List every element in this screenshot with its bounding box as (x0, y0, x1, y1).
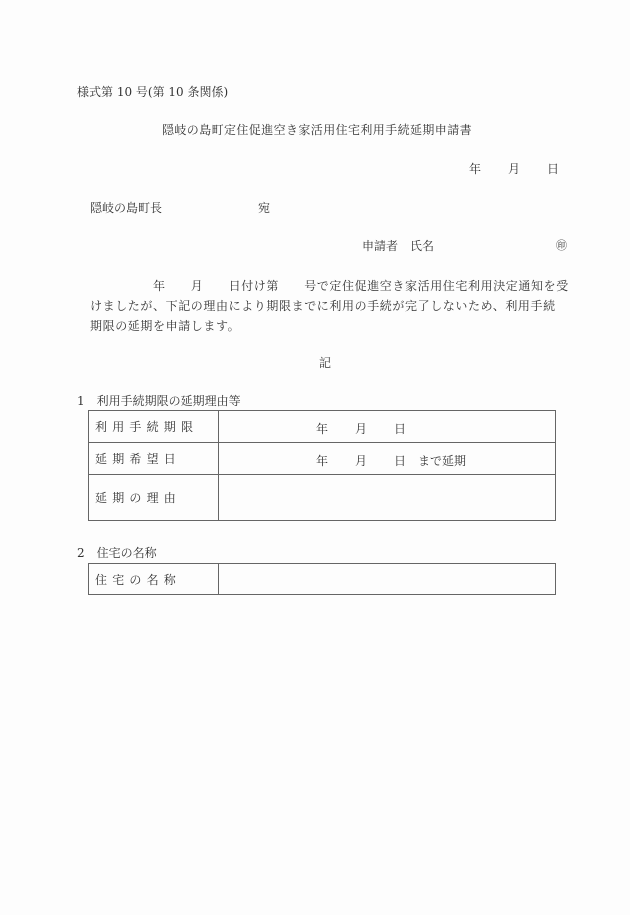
procedure-deadline-label: 利用手続期限 (89, 411, 219, 443)
applicant-name-label: 申請者 氏名 (362, 239, 435, 253)
table-row (89, 411, 556, 443)
date-month-label: 月 (508, 162, 521, 176)
extension-reason-field[interactable] (219, 475, 556, 521)
addressee: 隠岐の島町長 (90, 201, 163, 215)
date-year-label: 年 (469, 162, 482, 176)
body-line: 期限の延期を申請します。 (90, 319, 241, 333)
desired-extension-date-label: 延期希望日 (89, 443, 219, 475)
year-label: 年 (316, 454, 329, 468)
body-line: 年 月 日付け第 号で定住促進空き家活用住宅利用決定通知を受 (90, 279, 569, 293)
day-label: 日 (394, 454, 407, 468)
housing-name-table (88, 563, 556, 595)
desired-extension-date-field[interactable] (219, 443, 556, 475)
form-number: 様式第 10 号(第 10 条関係) (77, 85, 229, 99)
addressee-suffix: 宛 (258, 201, 271, 215)
ki-heading: 記 (319, 356, 332, 370)
month-label: 月 (355, 422, 368, 436)
housing-name-label: 住宅の名称 (89, 564, 219, 595)
table-row (89, 475, 556, 521)
date-day-label: 日 (547, 162, 560, 176)
day-label: 日 (394, 422, 407, 436)
housing-name-field[interactable] (219, 564, 556, 595)
section-2-heading: 2 住宅の名称 (77, 546, 157, 560)
section-1-heading: 1 利用手続期限の延期理由等 (77, 394, 241, 408)
month-label: 月 (355, 454, 368, 468)
extension-table (88, 410, 556, 521)
extension-suffix: まで延期 (418, 454, 467, 468)
extension-reason-label: 延期の理由 (89, 475, 219, 521)
table-row (89, 443, 556, 475)
seal-icon: ㊞ (556, 239, 567, 252)
request-body (90, 276, 582, 336)
body-line: けましたが、下記の理由により期限までに利用の手続が完了しないため、利用手続 (90, 299, 556, 313)
year-label: 年 (316, 422, 329, 436)
table-row (89, 564, 556, 595)
procedure-deadline-field[interactable] (219, 411, 556, 443)
document-title: 隠岐の島町定住促進空き家活用住宅利用手続延期申請書 (162, 123, 473, 137)
